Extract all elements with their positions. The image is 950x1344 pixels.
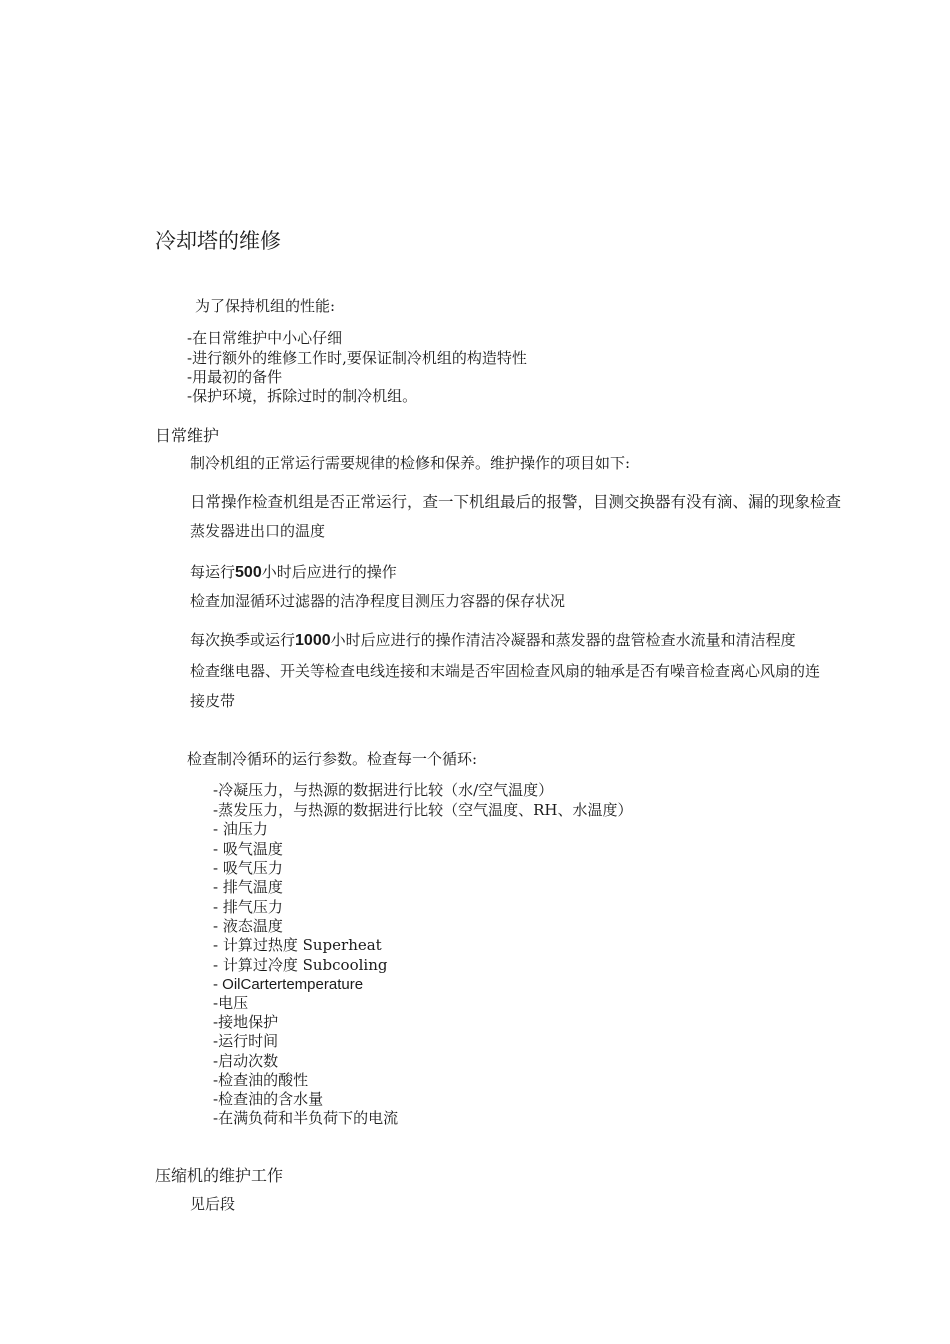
hours-500-post: 小时后应进行的操作 bbox=[261, 563, 397, 581]
section-heading-compressor: 压缩机的维护工作 bbox=[155, 1166, 284, 1185]
check-item: - 排气压力 bbox=[213, 898, 283, 916]
intro-list-item: -用最初的备件 bbox=[187, 368, 283, 386]
section-heading-daily: 日常维护 bbox=[155, 426, 220, 445]
check-item: - 排气温度 bbox=[213, 878, 283, 896]
check-item: - 吸气温度 bbox=[213, 840, 283, 858]
compressor-paragraph: 见后段 bbox=[190, 1195, 236, 1213]
cycle-intro: 检查制冷循环的运行参数。检查每一个循环: bbox=[187, 750, 478, 768]
check-item: - 油压力 bbox=[213, 820, 268, 838]
hours-500-heading bbox=[190, 565, 397, 581]
intro-list-item: -在日常维护中小心仔细 bbox=[187, 329, 343, 347]
check-item: -电压 bbox=[213, 994, 249, 1012]
check-item: -启动次数 bbox=[213, 1052, 279, 1070]
daily-paragraph: 蒸发器进出口的温度 bbox=[190, 522, 326, 540]
check-item: -蒸发压力，与热源的数据进行比较（空气温度、RH、水温度） bbox=[213, 801, 633, 819]
daily-paragraph: 检查继电器、开关等检查电线连接和末端是否牢固检查风扇的轴承是否有噪音检查离心风扇的连 bbox=[190, 662, 821, 680]
hours-1000-post: 小时后应进行的操作清洁冷凝器和蒸发器的盘管检查水流量和清洁程度 bbox=[330, 631, 796, 649]
page-title: 冷却塔的维修 bbox=[155, 229, 281, 253]
daily-paragraph: 接皮带 bbox=[190, 692, 236, 710]
check-item: - 液态温度 bbox=[213, 917, 283, 935]
hours-500-number: 500 bbox=[235, 564, 262, 581]
intro-list-item: -保护环境，拆除过时的制冷机组。 bbox=[187, 387, 418, 405]
check-item: - 计算过冷度 Subcooling bbox=[213, 956, 388, 974]
daily-paragraph: 检查加湿循环过滤器的洁净程度目测压力容器的保存状况 bbox=[190, 592, 566, 610]
check-item: -接地保护 bbox=[213, 1013, 279, 1031]
hours-1000-pre: 每次换季或运行 bbox=[190, 631, 296, 649]
check-item: -运行时间 bbox=[213, 1032, 279, 1050]
check-item: - OilCartertemperature bbox=[213, 976, 364, 993]
check-item: - 吸气压力 bbox=[213, 859, 283, 877]
check-item: -检查油的含水量 bbox=[213, 1090, 324, 1108]
check-item: - 计算过热度 Superheat bbox=[213, 936, 382, 954]
daily-paragraph: 日常操作检查机组是否正常运行，查一下机组最后的报警，目测交换器有没有滴、漏的现象检查 bbox=[190, 493, 842, 511]
hours-1000-heading bbox=[190, 633, 796, 649]
check-item: -在满负荷和半负荷下的电流 bbox=[213, 1109, 399, 1127]
hours-1000-number: 1000 bbox=[295, 632, 331, 649]
intro-list-item: -进行额外的维修工作时,要保证制冷机组的构造特性 bbox=[187, 349, 527, 367]
check-item: -检查油的酸性 bbox=[213, 1071, 309, 1089]
intro-text: 为了保持机组的性能: bbox=[195, 297, 336, 315]
check-item: -冷凝压力，与热源的数据进行比较（水/空气温度） bbox=[213, 781, 554, 799]
hours-500-pre: 每运行 bbox=[190, 563, 236, 581]
daily-paragraph: 制冷机组的正常运行需要规律的检修和保养。维护操作的项目如下: bbox=[190, 454, 631, 472]
